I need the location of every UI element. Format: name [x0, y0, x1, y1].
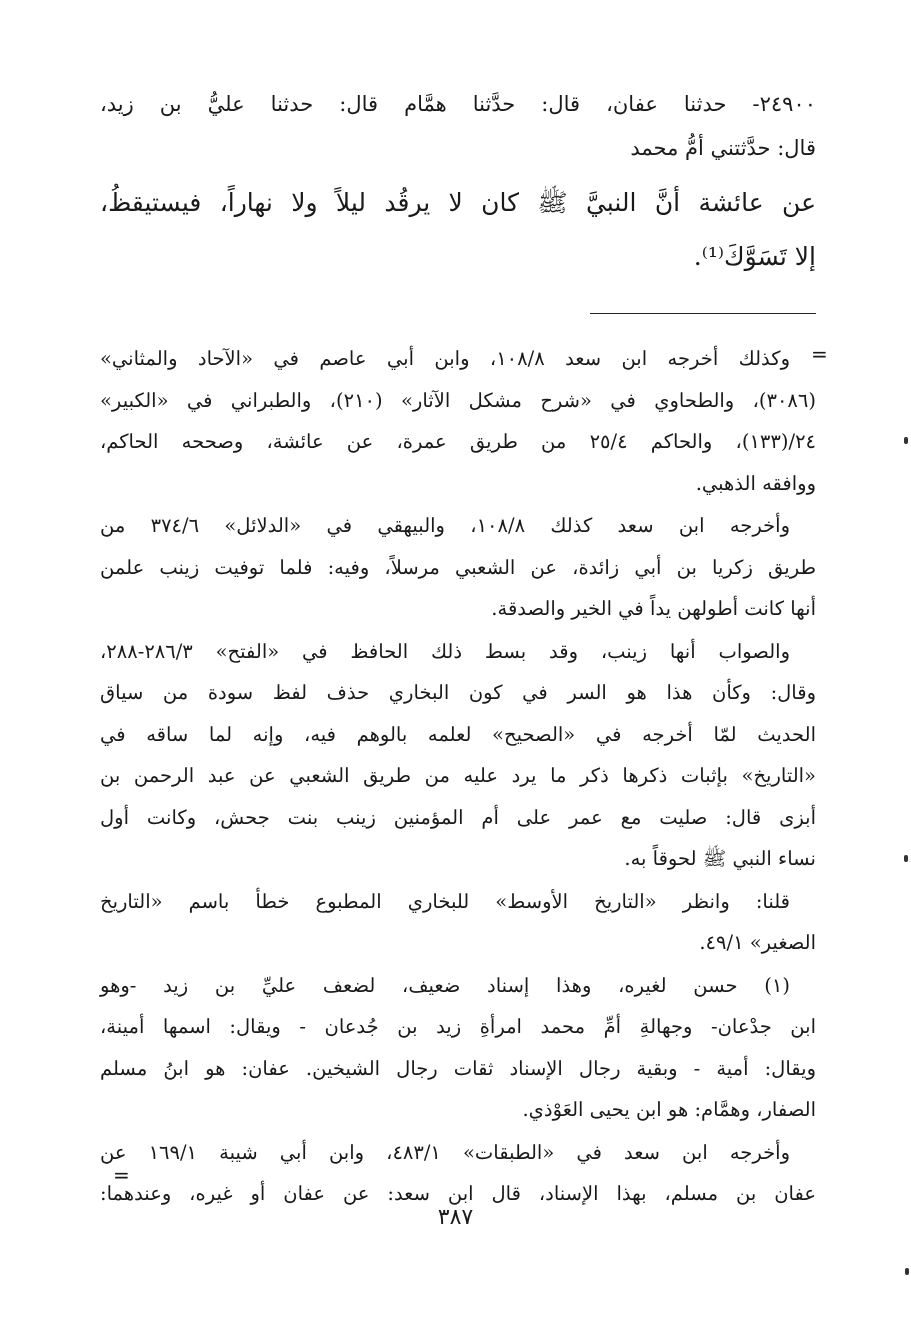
footnote-line: (٣٠٨٦)، والطحاوي في «شرح مشكل الآثار» (٢١٠)، والطبراني في «الكبير»	[100, 388, 816, 412]
footnote-line: الصغير» ٤٩/١.	[699, 931, 816, 954]
footnote-paragraph	[100, 881, 816, 964]
footnote-line: وأخرجه ابن سعد في «الطبقات» ٤٨٣/١، وابن أبي شيبة ١٦٩/١ عن	[100, 1140, 790, 1164]
footnote-line: قلنا: وانظر «التاريخ الأوسط» للبخاري المطبوع خطأ باسم «التاريخ	[100, 889, 790, 913]
hadith-matn	[100, 176, 816, 284]
footnote-line: وكذلك أخرجه ابن سعد ١٠٨/٨، وابن أبي عاصم في «الآحاد والمثاني»	[100, 347, 790, 370]
footnote-separator	[590, 313, 816, 314]
footnote-line: الصفار، وهمَّام: هو ابن يحيى العَوْذي.	[522, 1098, 816, 1121]
footnote-line: ابن جدْعان- وجهالةِ أمِّ محمد امرأةِ زيد بن جُدعان - ويقال: اسمها أمينة،	[100, 1015, 816, 1038]
footnote-paragraph	[100, 338, 816, 504]
footnote-line: أنها كانت أطولهن يداً في الخير والصدقة.	[491, 597, 816, 620]
footnotes	[100, 338, 816, 1216]
footnote-line: أبزى قال: صليت مع عمر على أم المؤمنين زينب بنت جحش، وكانت أول	[100, 805, 816, 829]
isnad-line: ٢٤٩٠٠- حدثنا عفان، قال: حدَّثنا همَّام قال: حدثنا عليُّ بن زيد،	[100, 92, 816, 116]
footnote-line: ووافقه الذهبي.	[695, 471, 816, 495]
footnote-line: (١) حسن لغيره، وهذا إسناد ضعيف، لضعف عليِّ بن زيد -وهو	[100, 973, 790, 997]
footnote-line: وقال: وكأن هذا هو السر في كون البخاري حذف لفظ سودة من سياق	[100, 681, 816, 704]
footnote-line: «التاريخ» بإثبات ذكرها ذكر ما يرد عليه من طريق الشعبي عن عبد الرحمن بن	[100, 764, 816, 787]
footnote-line: نساء النبي ﷺ لحوقاً به.	[624, 847, 816, 870]
hadith-text	[100, 82, 816, 284]
matn-line: إلا تَسَوَّكَ⁽¹⁾.	[693, 242, 816, 271]
footnote-paragraph	[100, 505, 816, 630]
continuation-marker: =	[113, 1163, 130, 1187]
footnote-line: وأخرجه ابن سعد كذلك ١٠٨/٨، والبيهقي في «الدلائل» ٣٧٤/٦ من	[100, 514, 790, 537]
footnote-line: طريق زكريا بن أبي زائدة، عن الشعبي مرسلاً، وفيه: فلما توفيت زينب علمن	[100, 555, 816, 579]
footnote-line: عفان بن مسلم، بهذا الإسناد، قال ابن سعد: عن عفان أو غيره، وعندهما:	[100, 1182, 816, 1205]
continuation-marker: =	[811, 342, 828, 366]
footnote-paragraph	[100, 1132, 816, 1215]
scan-speck	[904, 437, 908, 444]
footnote-paragraph	[100, 631, 816, 880]
isnad-line: قال: حدَّثتني أمُّ محمد	[630, 136, 816, 160]
hadith-isnad	[100, 82, 816, 170]
footnote-paragraph	[100, 965, 816, 1131]
footnote-line: والصواب أنها زينب، وقد بسط ذلك الحافظ في «الفتح» ٢٨٦/٣-٢٨٨،	[100, 639, 790, 663]
scan-speck	[904, 855, 908, 862]
page-number: ٣٨٧	[437, 1205, 474, 1230]
matn-line: عن عائشة أنَّ النبيَّ ﷺ كان لا يرقُد ليلاً ولا نهاراً، فيستيقظُ،	[100, 188, 816, 217]
footnote-line: ٢٤/(١٣٣)، والحاكم ٢٥/٤ من طريق عمرة، عن عائشة، وصححه الحاكم،	[100, 430, 817, 453]
footnote-line: الحديث لمّا أخرجه في «الصحيح» لعلمه بالوهم فيه، وإنه لما ساقه في	[100, 722, 816, 746]
scan-speck	[905, 1268, 909, 1275]
footnote-line: ويقال: أمية - وبقية رجال الإسناد ثقات رجال الشيخين. عفان: هو ابنُ مسلم	[100, 1056, 816, 1080]
